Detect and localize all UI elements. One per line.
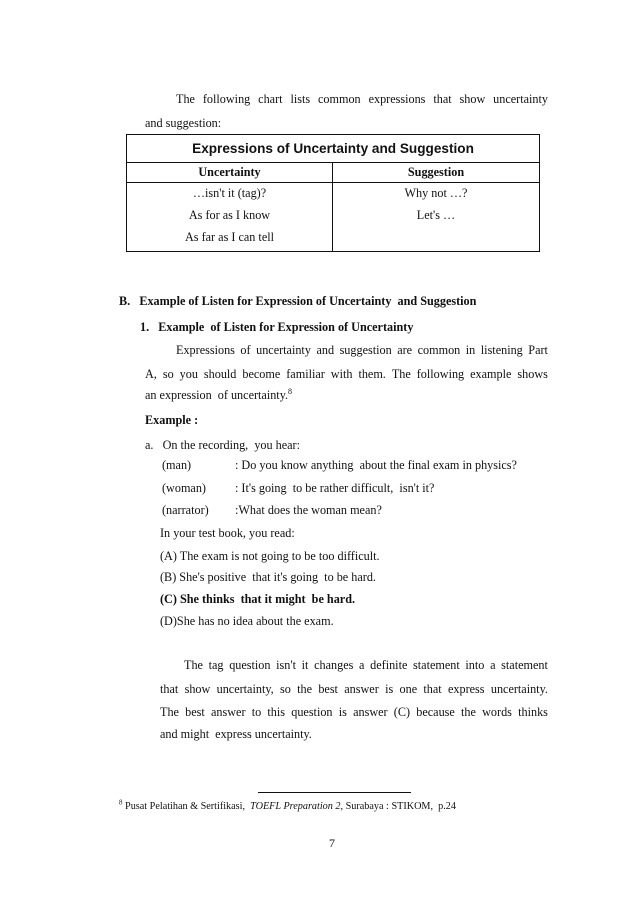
answer-option: (B) She's positive that it's going to be hard. bbox=[160, 570, 376, 584]
word: statement bbox=[413, 658, 460, 672]
word: familiar bbox=[286, 367, 325, 381]
dialog-speaker: (narrator) bbox=[162, 503, 209, 517]
intro-line-1 bbox=[176, 92, 548, 107]
word: statement bbox=[501, 658, 548, 672]
explanation-line-3 bbox=[160, 705, 548, 720]
word: The bbox=[184, 658, 203, 672]
word: definite bbox=[370, 658, 408, 672]
footnote-number: 8 bbox=[119, 798, 123, 807]
word: shows bbox=[517, 367, 548, 381]
answer-option: (D)She has no idea about the exam. bbox=[160, 614, 334, 628]
word: because bbox=[416, 705, 455, 719]
intro-line-2: and suggestion: bbox=[145, 116, 222, 130]
word: uncertainty bbox=[493, 92, 548, 106]
word: The bbox=[160, 705, 179, 719]
table-title: Expressions of Uncertainty and Suggestion bbox=[127, 135, 539, 163]
explanation-line-4: and might express uncertainty. bbox=[160, 727, 312, 741]
suggestion-item: Let's … bbox=[416, 208, 456, 222]
dialog-line: : Do you know anything about the final exam in physics? bbox=[235, 458, 517, 472]
word: become bbox=[242, 367, 281, 381]
word: should bbox=[203, 367, 237, 381]
word: so bbox=[279, 682, 291, 696]
word: (C) bbox=[393, 705, 411, 719]
word: is bbox=[338, 705, 347, 719]
test-book-line: In your test book, you read: bbox=[160, 526, 295, 540]
example-item-a: a. On the recording, you hear: bbox=[145, 438, 300, 452]
word: lists bbox=[290, 92, 311, 106]
footnote-post: , Surabaya : STIKOM, p.24 bbox=[340, 801, 456, 812]
word: Expressions bbox=[176, 343, 235, 357]
paragraph-line-3-text: an expression of uncertainty. bbox=[145, 388, 289, 402]
word: that bbox=[160, 682, 179, 696]
word: you bbox=[179, 367, 198, 381]
word: The bbox=[391, 367, 411, 381]
word: question bbox=[229, 658, 271, 672]
word: question bbox=[291, 705, 333, 719]
word: chart bbox=[258, 92, 283, 106]
word: of bbox=[240, 343, 251, 357]
word: them. bbox=[358, 367, 386, 381]
word: and bbox=[316, 343, 335, 357]
word: changes bbox=[314, 658, 354, 672]
footnote-pre: Pusat Pelatihan & Sertifikasi, bbox=[122, 801, 251, 812]
word: suggestion bbox=[339, 343, 392, 357]
word: a bbox=[490, 658, 496, 672]
word: a bbox=[359, 658, 365, 672]
word: the bbox=[461, 705, 476, 719]
word: words bbox=[482, 705, 512, 719]
explanation-line-2 bbox=[160, 682, 548, 697]
section-b-heading: B. Example of Listen for Expression of Uncertainty and Suggestion bbox=[119, 294, 477, 308]
expressions-table bbox=[126, 134, 540, 252]
word: answer bbox=[353, 705, 388, 719]
word: common bbox=[417, 343, 461, 357]
example-label: Example : bbox=[145, 413, 199, 427]
word: the bbox=[297, 682, 313, 696]
dialog-line: :What does the woman mean? bbox=[235, 503, 382, 517]
word: uncertainty bbox=[256, 343, 311, 357]
word: A, bbox=[145, 367, 157, 381]
answer-option-correct: (C) She thinks that it might be hard. bbox=[160, 592, 356, 606]
word: uncertainty. bbox=[490, 682, 548, 696]
word: isn't bbox=[276, 658, 296, 672]
word: The bbox=[176, 92, 195, 106]
uncertainty-item: As for as I know bbox=[188, 208, 271, 222]
column-header-suggestion: Suggestion bbox=[407, 165, 465, 179]
word: is bbox=[385, 682, 394, 696]
paragraph-line-1 bbox=[176, 343, 548, 358]
word: that bbox=[433, 92, 452, 106]
footnote-separator bbox=[258, 792, 411, 793]
footnote bbox=[119, 798, 456, 812]
word: answer bbox=[211, 705, 246, 719]
word: that bbox=[423, 682, 442, 696]
word: show bbox=[459, 92, 486, 106]
footnote-title: TOEFL Preparation 2 bbox=[250, 801, 341, 812]
word: Part bbox=[528, 343, 548, 357]
word: thinks bbox=[518, 705, 548, 719]
suggestion-item: Why not …? bbox=[404, 186, 468, 200]
explanation-line-1 bbox=[184, 658, 548, 673]
word: with bbox=[330, 367, 353, 381]
word: answer bbox=[344, 682, 379, 696]
word: express bbox=[447, 682, 485, 696]
subsection-1-heading: 1. Example of Listen for Expression of Uncertainty bbox=[140, 320, 414, 334]
word: tag bbox=[208, 658, 224, 672]
word: uncertainty, bbox=[216, 682, 274, 696]
word: show bbox=[184, 682, 211, 696]
word: are bbox=[397, 343, 413, 357]
footnote-reference: 8 bbox=[288, 386, 293, 396]
word: one bbox=[399, 682, 418, 696]
word: this bbox=[267, 705, 286, 719]
dialog-speaker: (man) bbox=[162, 458, 192, 472]
word: it bbox=[301, 658, 309, 672]
word: to bbox=[251, 705, 262, 719]
word: common bbox=[318, 92, 361, 106]
word: listening bbox=[480, 343, 523, 357]
dialog-line: : It's going to be rather difficult, isn't it? bbox=[235, 481, 435, 495]
answer-option: (A) The exam is not going to be too difficult. bbox=[160, 549, 380, 563]
column-header-uncertainty: Uncertainty bbox=[198, 165, 261, 179]
word: in bbox=[465, 343, 476, 357]
uncertainty-item: …isn't it (tag)? bbox=[192, 186, 267, 200]
paragraph-line-2 bbox=[145, 367, 548, 382]
page-number: 7 bbox=[329, 836, 335, 850]
uncertainty-item: As far as I can tell bbox=[185, 230, 274, 244]
word: following bbox=[416, 367, 465, 381]
word: following bbox=[202, 92, 251, 106]
paragraph-line-3 bbox=[145, 388, 292, 403]
word: best bbox=[185, 705, 205, 719]
word: so bbox=[162, 367, 174, 381]
word: expressions bbox=[368, 92, 426, 106]
dialog-speaker: (woman) bbox=[162, 481, 206, 495]
word: best bbox=[318, 682, 338, 696]
word: example bbox=[470, 367, 512, 381]
word: into bbox=[465, 658, 485, 672]
